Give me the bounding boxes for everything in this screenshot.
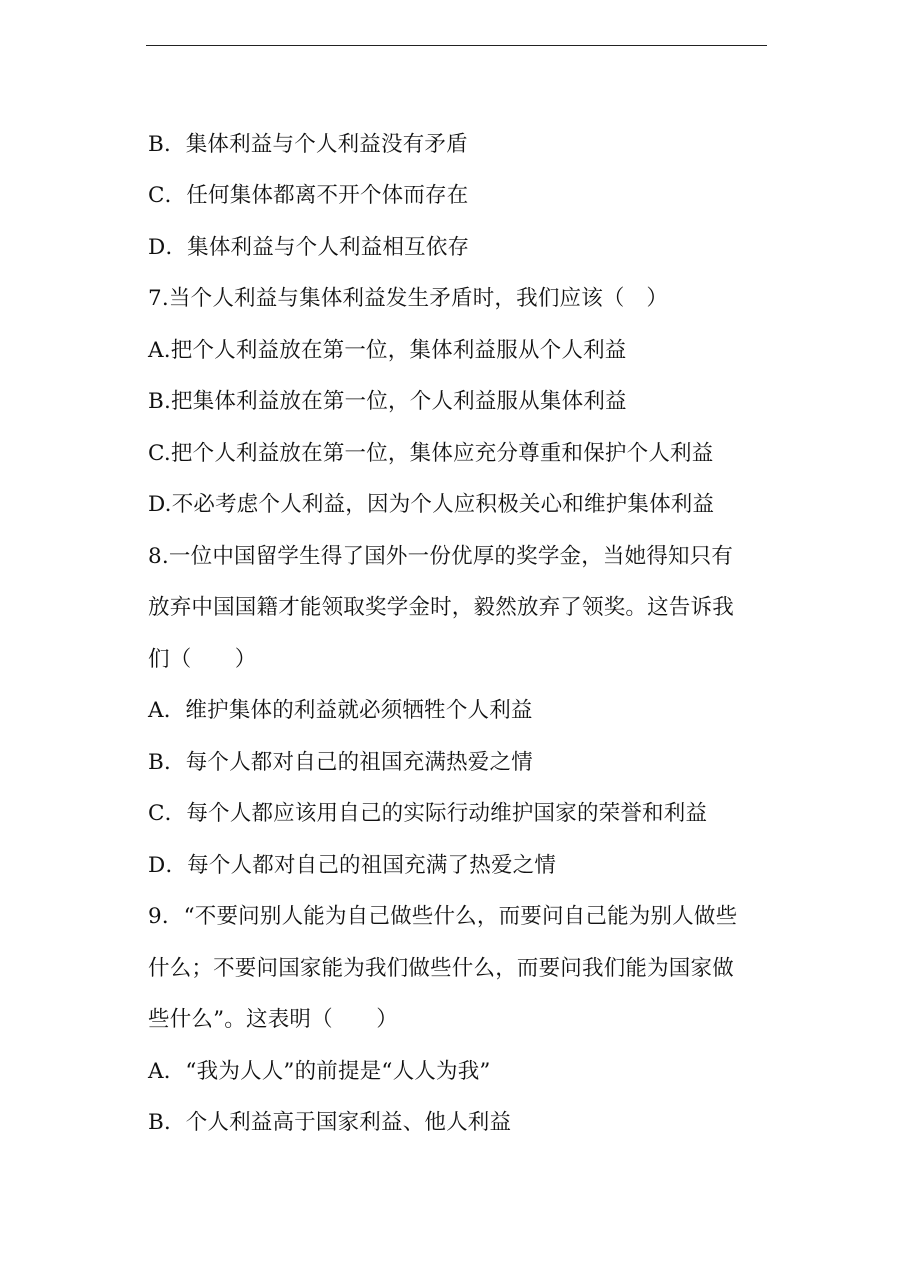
q8-option-a: A．维护集体的利益就必须牺牲个人利益 <box>148 698 533 723</box>
q9-option-b: B．个人利益高于国家利益、他人利益 <box>148 1110 512 1135</box>
q6-option-d: D．集体利益与个人利益相互依存 <box>148 235 470 260</box>
q7-option-c: C.把个人利益放在第一位，集体应充分尊重和保护个人利益 <box>148 441 714 466</box>
q6-option-c: C．任何集体都离不开个体而存在 <box>148 183 469 208</box>
q9-stem-line-1: 9．“不要问别人能为自己做些什么，而要问自己能为别人做些 <box>148 904 738 929</box>
q8-stem-line-2: 放弃中国国籍才能领取奖学金时，毅然放弃了领奖。这告诉我 <box>148 595 734 620</box>
q9-option-a: A．“我为人人”的前提是“人人为我” <box>148 1059 491 1084</box>
q7-stem: 7.当个人利益与集体利益发生矛盾时，我们应该（ ） <box>148 286 669 311</box>
q8-option-c: C．每个人都应该用自己的实际行动维护国家的荣誉和利益 <box>148 801 708 826</box>
q9-stem-line-3: 些什么”。这表明（ ） <box>148 1007 398 1032</box>
q8-stem-line-3: 们（ ） <box>148 647 257 672</box>
q7-option-b: B.把集体利益放在第一位，个人利益服从集体利益 <box>148 389 627 414</box>
q7-option-a: A.把个人利益放在第一位，集体利益服从个人利益 <box>148 338 627 363</box>
q9-stem-line-2: 什么；不要问国家能为我们做些什么，而要问我们能为国家做 <box>148 956 734 981</box>
header-rule <box>146 45 767 46</box>
q6-option-b: B．集体利益与个人利益没有矛盾 <box>148 132 468 157</box>
q7-option-d: D.不必考虑个人利益，因为个人应积极关心和维护集体利益 <box>148 492 715 517</box>
q8-option-b: B．每个人都对自己的祖国充满热爱之情 <box>148 750 533 775</box>
q8-option-d: D．每个人都对自己的祖国充满了热爱之情 <box>148 853 557 878</box>
q8-stem-line-1: 8.一位中国留学生得了国外一份优厚的奖学金，当她得知只有 <box>148 544 734 569</box>
